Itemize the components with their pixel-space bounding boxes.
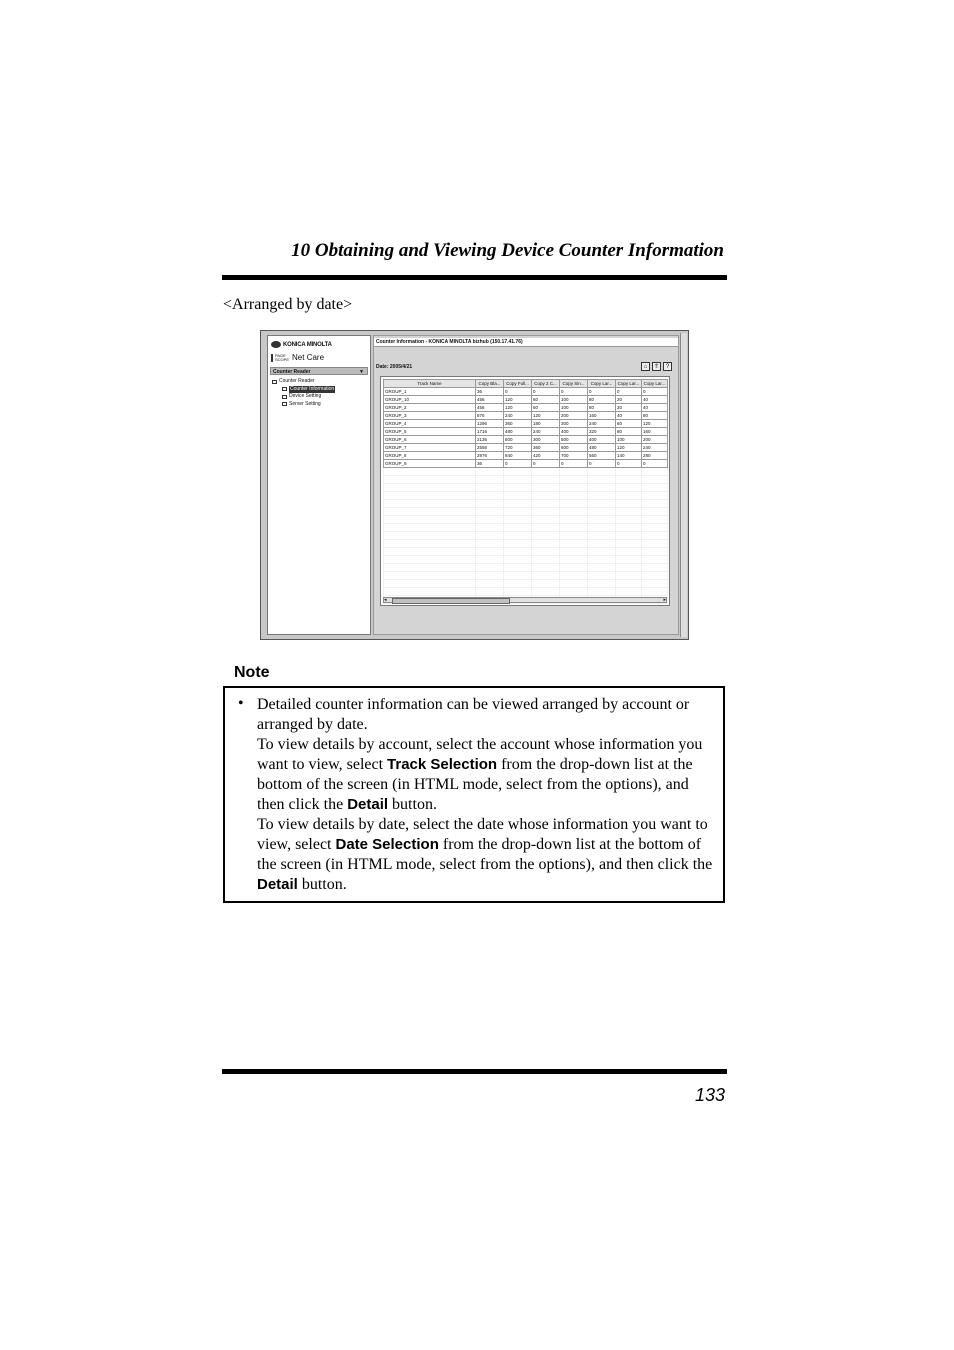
empty-cell [642,588,668,596]
empty-cell [588,588,616,596]
counter-table [383,379,668,604]
counter-cell: 320 [588,428,616,436]
track-name-cell: GROUP_5 [384,428,476,436]
empty-cell [560,572,588,580]
empty-cell [616,484,642,492]
empty-cell [504,588,532,596]
empty-cell [588,468,616,476]
empty-cell [560,540,588,548]
empty-cell [642,548,668,556]
empty-cell [532,540,560,548]
empty-cell [616,580,642,588]
empty-cell [532,580,560,588]
counter-cell: 1716 [476,428,504,436]
empty-cell [588,556,616,564]
empty-cell [616,476,642,484]
empty-cell [560,476,588,484]
track-name-cell: GROUP_7 [384,444,476,452]
empty-cell [642,540,668,548]
empty-cell [504,484,532,492]
counter-cell: 80 [588,396,616,404]
empty-cell [560,580,588,588]
empty-cell [588,476,616,484]
counter-cell: 120 [504,404,532,412]
empty-cell [616,500,642,508]
empty-cell [616,588,642,596]
counter-cell: 240 [642,444,668,452]
empty-cell [476,572,504,580]
empty-cell [532,468,560,476]
empty-cell [560,564,588,572]
footer-rule [222,1069,727,1074]
counter-cell: 140 [616,452,642,460]
column-header[interactable]: Copy Lar... [616,380,642,388]
empty-cell [384,516,476,524]
date-label: Date: 2005/4/21 [376,364,413,370]
home-button[interactable]: ⌂ [641,362,650,371]
empty-cell [560,524,588,532]
empty-cell [384,500,476,508]
counter-cell: 0 [588,460,616,468]
track-name-cell: GROUP_10 [384,396,476,404]
counter-cell: 480 [588,444,616,452]
empty-cell [588,548,616,556]
empty-cell [384,492,476,500]
counter-cell: 360 [504,420,532,428]
counter-cell: 36 [476,388,504,396]
empty-cell [560,588,588,596]
empty-cell [588,524,616,532]
empty-cell [384,588,476,596]
empty-cell [476,532,504,540]
page-number: 133 [694,1085,725,1105]
empty-cell [476,468,504,476]
counter-cell: 100 [560,396,588,404]
empty-row [384,540,668,548]
empty-cell [588,572,616,580]
column-header[interactable]: Copy Sin... [560,380,588,388]
empty-cell [532,492,560,500]
empty-cell [532,500,560,508]
table-icon [282,387,287,391]
empty-cell [642,492,668,500]
empty-cell [616,468,642,476]
brand-logo [271,341,332,348]
track-name-cell: GROUP_2 [384,404,476,412]
counter-screenshot [260,330,689,640]
empty-cell [532,588,560,596]
counter-cell: 40 [642,404,668,412]
counter-cell: 600 [504,436,532,444]
empty-cell [616,556,642,564]
counter-cell: 0 [642,388,668,396]
function-select[interactable] [270,367,368,375]
empty-row [384,508,668,516]
vertical-scrollbar[interactable] [680,333,687,637]
empty-cell [504,580,532,588]
counter-cell: 0 [588,388,616,396]
empty-row [384,548,668,556]
empty-cell [560,468,588,476]
empty-cell [476,524,504,532]
tree-item-server-setting[interactable]: Server Setting [272,401,335,409]
empty-cell [560,492,588,500]
empty-cell [616,532,642,540]
empty-cell [476,588,504,596]
empty-cell [504,476,532,484]
empty-cell [504,524,532,532]
empty-cell [532,564,560,572]
empty-cell [560,516,588,524]
empty-cell [588,500,616,508]
chapter-title: 10 Obtaining and Viewing Device Counter Information [291,240,724,261]
empty-cell [616,492,642,500]
empty-cell [476,580,504,588]
counter-cell: 40 [642,396,668,404]
tree-item-device-setting[interactable]: Device Setting [272,393,335,401]
empty-row [384,492,668,500]
empty-cell [532,532,560,540]
table-row[interactable] [384,444,668,452]
column-header[interactable]: Copy 2 C... [532,380,560,388]
counter-cell: 300 [532,436,560,444]
bullet: • [238,695,244,712]
empty-cell [560,500,588,508]
table-row[interactable] [384,412,668,420]
function-select-value: Counter Reader [273,369,311,375]
note-box [223,686,725,903]
empty-cell [642,516,668,524]
counter-cell: 480 [504,428,532,436]
empty-cell [616,548,642,556]
empty-cell [616,540,642,548]
empty-cell [384,484,476,492]
empty-cell [476,492,504,500]
counter-cell: 500 [560,436,588,444]
empty-cell [384,540,476,548]
chevron-left-icon[interactable]: ◂ [384,597,387,603]
counter-cell: 120 [532,412,560,420]
counter-cell: 840 [504,452,532,460]
empty-cell [476,516,504,524]
counter-cell: 2136 [476,436,504,444]
column-header[interactable]: Copy Bla... [476,380,504,388]
empty-cell [616,524,642,532]
empty-cell [642,572,668,580]
counter-cell: 200 [642,436,668,444]
empty-cell [476,500,504,508]
pagescope-logo-icon: PAGE SCOPE [271,354,289,362]
counter-table-frame [380,376,670,606]
counter-cell: 0 [560,388,588,396]
table-row[interactable] [384,420,668,428]
column-header[interactable]: Copy Lar... [588,380,616,388]
column-header[interactable]: Copy Lar... [642,380,668,388]
empty-cell [616,572,642,580]
empty-cell [504,500,532,508]
table-row[interactable] [384,388,668,396]
toolbar [641,362,672,371]
empty-cell [532,572,560,580]
counter-info-title: Counter Information - KONICA MINOLTA bizhub (150.17.41.76) [374,338,678,347]
counter-cell: 180 [532,420,560,428]
empty-row [384,476,668,484]
server-icon [282,402,287,406]
counter-cell: 400 [560,428,588,436]
header-rule [222,275,727,280]
empty-cell [504,492,532,500]
empty-cell [588,484,616,492]
empty-cell [642,524,668,532]
note-paragraph: Detailed counter information can be viewed arranged by account or arranged by date. [257,696,690,733]
track-name-cell: GROUP_9 [384,460,476,468]
konica-logo-icon [271,341,281,348]
empty-row [384,468,668,476]
track-name-cell: GROUP_4 [384,420,476,428]
horizontal-scrollbar[interactable] [383,597,667,603]
table-row[interactable] [384,404,668,412]
empty-row [384,556,668,564]
counter-cell: 20 [616,404,642,412]
note-text [257,695,717,895]
counter-cell: 400 [588,436,616,444]
empty-cell [588,532,616,540]
note-paragraph-date: To view details by date, select the date whose information you want to view, select Date Selection from the drop-down list at the bottom of the screen (in HTML mode, select from the options), and then click the Detail button. [257,816,713,893]
empty-row [384,572,668,580]
empty-cell [588,580,616,588]
counter-cell: 80 [588,404,616,412]
empty-cell [616,516,642,524]
empty-cell [504,516,532,524]
counter-cell: 360 [532,444,560,452]
table-row[interactable] [384,396,668,404]
empty-cell [560,484,588,492]
empty-cell [384,572,476,580]
content-pane [373,335,679,635]
product-logo [271,353,324,362]
table-row[interactable] [384,436,668,444]
empty-cell [504,468,532,476]
brand-name: KONICA MINOLTA [283,341,332,348]
counter-cell: 0 [616,460,642,468]
note-label: Note [234,664,270,681]
navigation-pane [267,335,371,635]
scrollbar-thumb[interactable] [392,598,510,604]
empty-cell [476,484,504,492]
empty-cell [588,564,616,572]
empty-cell [642,476,668,484]
empty-cell [532,476,560,484]
empty-row [384,500,668,508]
empty-cell [384,580,476,588]
empty-row [384,580,668,588]
counter-cell: 120 [504,396,532,404]
empty-cell [384,476,476,484]
empty-cell [616,508,642,516]
empty-cell [642,468,668,476]
counter-cell: 2976 [476,452,504,460]
counter-cell: 420 [532,452,560,460]
counter-cell: 0 [532,460,560,468]
counter-cell: 60 [616,420,642,428]
empty-cell [504,508,532,516]
empty-cell [476,564,504,572]
empty-cell [560,532,588,540]
table-row[interactable] [384,460,668,468]
note-paragraph-account: To view details by account, select the account whose information you want to view, select Track Selection from the drop-down list at the bottom of the screen (in HTML mode, select from the options), and then click the Detail button. [257,736,703,813]
function-tree [272,378,335,408]
counter-cell: 700 [560,452,588,460]
empty-row [384,484,668,492]
empty-cell [588,516,616,524]
counter-cell: 240 [588,420,616,428]
empty-cell [532,548,560,556]
empty-row [384,588,668,596]
empty-cell [504,572,532,580]
column-header[interactable]: Track Name [384,380,476,388]
counter-cell: 200 [560,412,588,420]
empty-cell [642,564,668,572]
counter-cell: 0 [504,460,532,468]
counter-cell: 600 [560,444,588,452]
counter-cell: 100 [560,404,588,412]
figure-caption: <Arranged by date> [223,296,353,313]
empty-cell [504,540,532,548]
counter-cell: 0 [560,460,588,468]
counter-cell: 160 [642,428,668,436]
counter-cell: 240 [532,428,560,436]
column-header[interactable]: Copy Full... [504,380,532,388]
product-name: Net Care [292,353,325,362]
counter-cell: 120 [616,444,642,452]
counter-cell: 2556 [476,444,504,452]
counter-cell: 80 [642,412,668,420]
empty-cell [588,492,616,500]
counter-cell: 720 [504,444,532,452]
counter-cell: 0 [532,388,560,396]
counter-cell: 456 [476,396,504,404]
counter-cell: 1296 [476,420,504,428]
empty-cell [560,548,588,556]
tree-item-counter-information[interactable]: Counter Information [272,386,335,394]
chevron-right-icon[interactable]: ▸ [663,597,666,603]
empty-cell [642,500,668,508]
up-button[interactable]: ⇑ [653,364,660,370]
empty-cell [476,540,504,548]
empty-cell [560,508,588,516]
counter-cell: 80 [616,428,642,436]
empty-cell [532,508,560,516]
empty-cell [504,556,532,564]
empty-cell [642,484,668,492]
counter-cell: 456 [476,404,504,412]
empty-row [384,564,668,572]
counter-cell: 0 [504,388,532,396]
help-button[interactable]: ? [663,362,672,371]
empty-cell [532,516,560,524]
empty-cell [532,556,560,564]
device-icon [282,395,287,399]
empty-cell [476,556,504,564]
empty-cell [384,508,476,516]
track-name-cell: GROUP_8 [384,452,476,460]
track-name-cell: GROUP_6 [384,436,476,444]
empty-cell [384,548,476,556]
empty-cell [642,556,668,564]
empty-cell [384,524,476,532]
counter-cell: 240 [504,412,532,420]
empty-cell [560,556,588,564]
empty-cell [476,548,504,556]
track-name-cell: GROUP_3 [384,412,476,420]
empty-cell [384,468,476,476]
empty-cell [642,532,668,540]
empty-cell [476,476,504,484]
empty-cell [532,524,560,532]
counter-cell: 20 [616,396,642,404]
empty-cell [642,580,668,588]
empty-cell [532,484,560,492]
table-row[interactable] [384,428,668,436]
empty-cell [588,508,616,516]
counter-cell: 100 [616,436,642,444]
empty-cell [588,540,616,548]
empty-cell [476,508,504,516]
empty-cell [384,556,476,564]
empty-cell [384,564,476,572]
empty-row [384,524,668,532]
counter-cell: 40 [616,412,642,420]
table-row[interactable] [384,452,668,460]
counter-cell: 160 [588,412,616,420]
empty-cell [504,564,532,572]
empty-cell [504,548,532,556]
table-header-row [384,380,668,388]
counter-cell: 60 [532,396,560,404]
counter-cell: 0 [616,388,642,396]
folder-icon [272,380,277,384]
empty-row [384,516,668,524]
counter-cell: 560 [588,452,616,460]
counter-cell: 0 [642,460,668,468]
empty-row [384,532,668,540]
counter-cell: 36 [476,460,504,468]
empty-cell [384,532,476,540]
empty-cell [616,564,642,572]
tree-item-counter-reader[interactable]: Counter Reader [272,378,335,386]
counter-cell: 280 [642,452,668,460]
counter-cell: 876 [476,412,504,420]
empty-cell [504,532,532,540]
counter-cell: 60 [532,404,560,412]
chevron-down-icon: ▼ [359,369,364,375]
counter-cell: 300 [560,420,588,428]
empty-cell [642,508,668,516]
counter-cell: 120 [642,420,668,428]
track-name-cell: GROUP_1 [384,388,476,396]
